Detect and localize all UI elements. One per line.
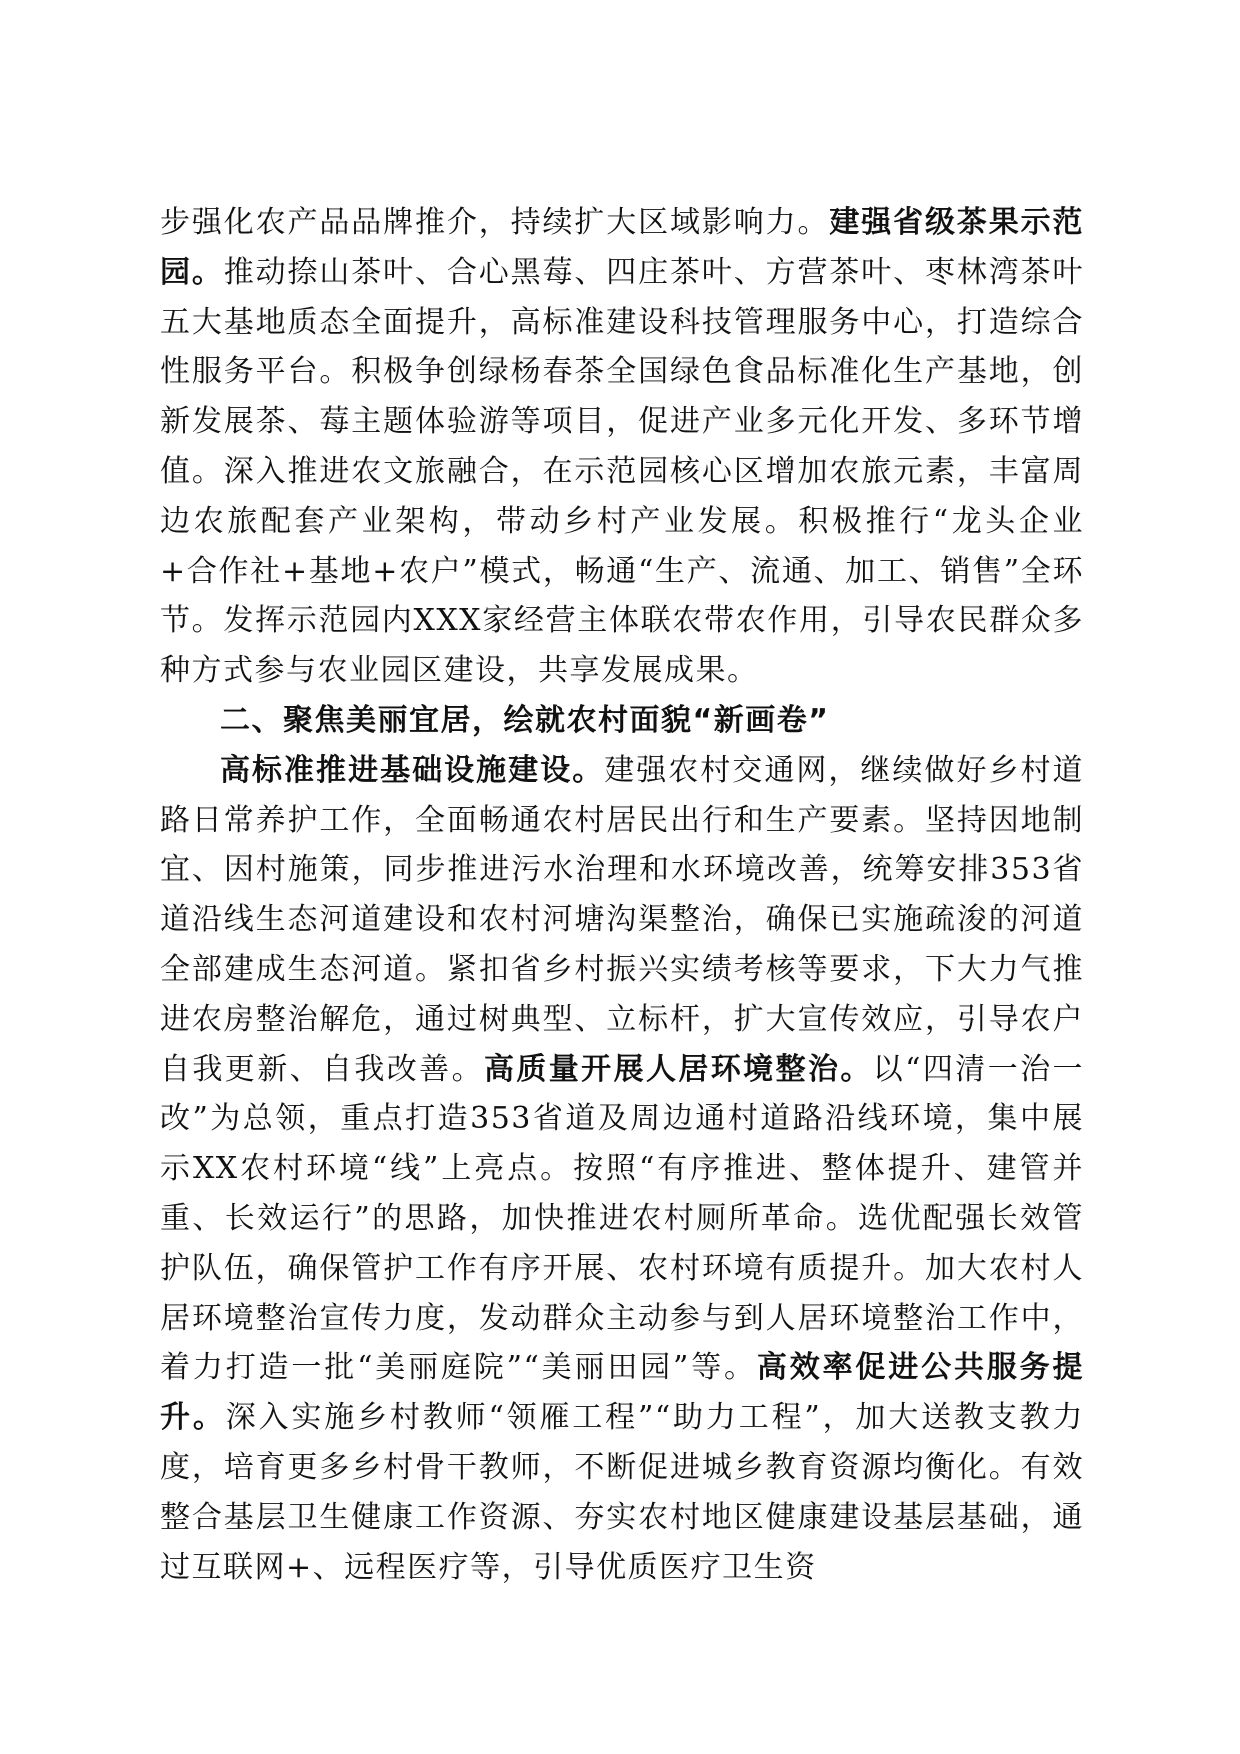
paragraph-tea-fruit-park	[160, 198, 1084, 696]
text-run: 建强农村交通网，继续做好乡村道路日常养护工作，全面畅通农村居民出行和生产要素。坚持因地制宜、因村施策，同步推进污水治理和水环境改善，统筹安排353省道沿线生态河道建设和农村河塘沟渠整治，确保已实施疏浚的河道全部建成生态河道。紧扣省乡村振兴实绩考核等要求，下大力气推进农房整治解危，通过树典型、立标杆，扩大宣传效应，引导农户自我更新、自我改善。	[160, 752, 1085, 1087]
text-run: 以“四清一治一改”为总领，重点打造353省道及周边通村道路沿线环境，集中展示XX农村环境“线”上亮点。按照“有序推进、整体提升、建管并重、长效运行”的思路，加快推进农村厕所革命。选优配强长效管护队伍，确保管护工作有序开展、农村环境有质提升。加大农村人居环境整治宣传力度，发动群众主动参与到人居环境整治工作中，着力打造一批“美丽庭院”“美丽田园”等。	[160, 1051, 1084, 1386]
document-body	[160, 198, 1084, 1592]
bold-subheading-tea-fruit-park: 建强省级茶果示范园。	[160, 205, 1084, 290]
bold-subheading-infrastructure: 高标准推进基础设施建设。	[220, 752, 605, 788]
text-run: 推动捺山茶叶、合心黑莓、四庄茶叶、方营茶叶、枣林湾茶叶五大基地质态全面提升，高标准建设科技管理服务中心，打造综合性服务平台。积极争创绿杨春茶全国绿色食品标准化生产基地，创新发展茶、莓主题体验游等项目，促进产业多元化开发、多环节增值。深入推进农文旅融合，在示范园核心区增加农旅元素，丰富周边农旅配套产业架构，带动乡村产业发展。积极推行“龙头企业+合作社+基地+农户”模式，畅通“生产、流通、加工、销售”全环节。发挥示范园内XXX家经营主体联农带农作用，引导农民群众多种方式参与农业园区建设，共享发展成果。	[160, 254, 1084, 689]
bold-subheading-environment: 高质量开展人居环境整治。	[483, 1051, 873, 1087]
section-heading: 二、聚焦美丽宜居，绘就农村面貌“新画卷”	[220, 702, 830, 738]
text-run: 深入实施乡村教师“领雁工程”“助力工程”，加大送教支教力度，培育更多乡村骨干教师，不断促进城乡教育资源均衡化。有效整合基层卫生健康工作资源、夯实农村地区健康建设基层基础，通过互联网+、远程医疗等，引导优质医疗卫生资	[160, 1400, 1085, 1585]
paragraph-infrastructure	[160, 746, 1084, 1593]
text-run: 步强化农产品品牌推介，持续扩大区域影响力。	[160, 205, 830, 240]
bold-subheading-public-service: 高效率促进公共服务提升。	[160, 1350, 1084, 1436]
